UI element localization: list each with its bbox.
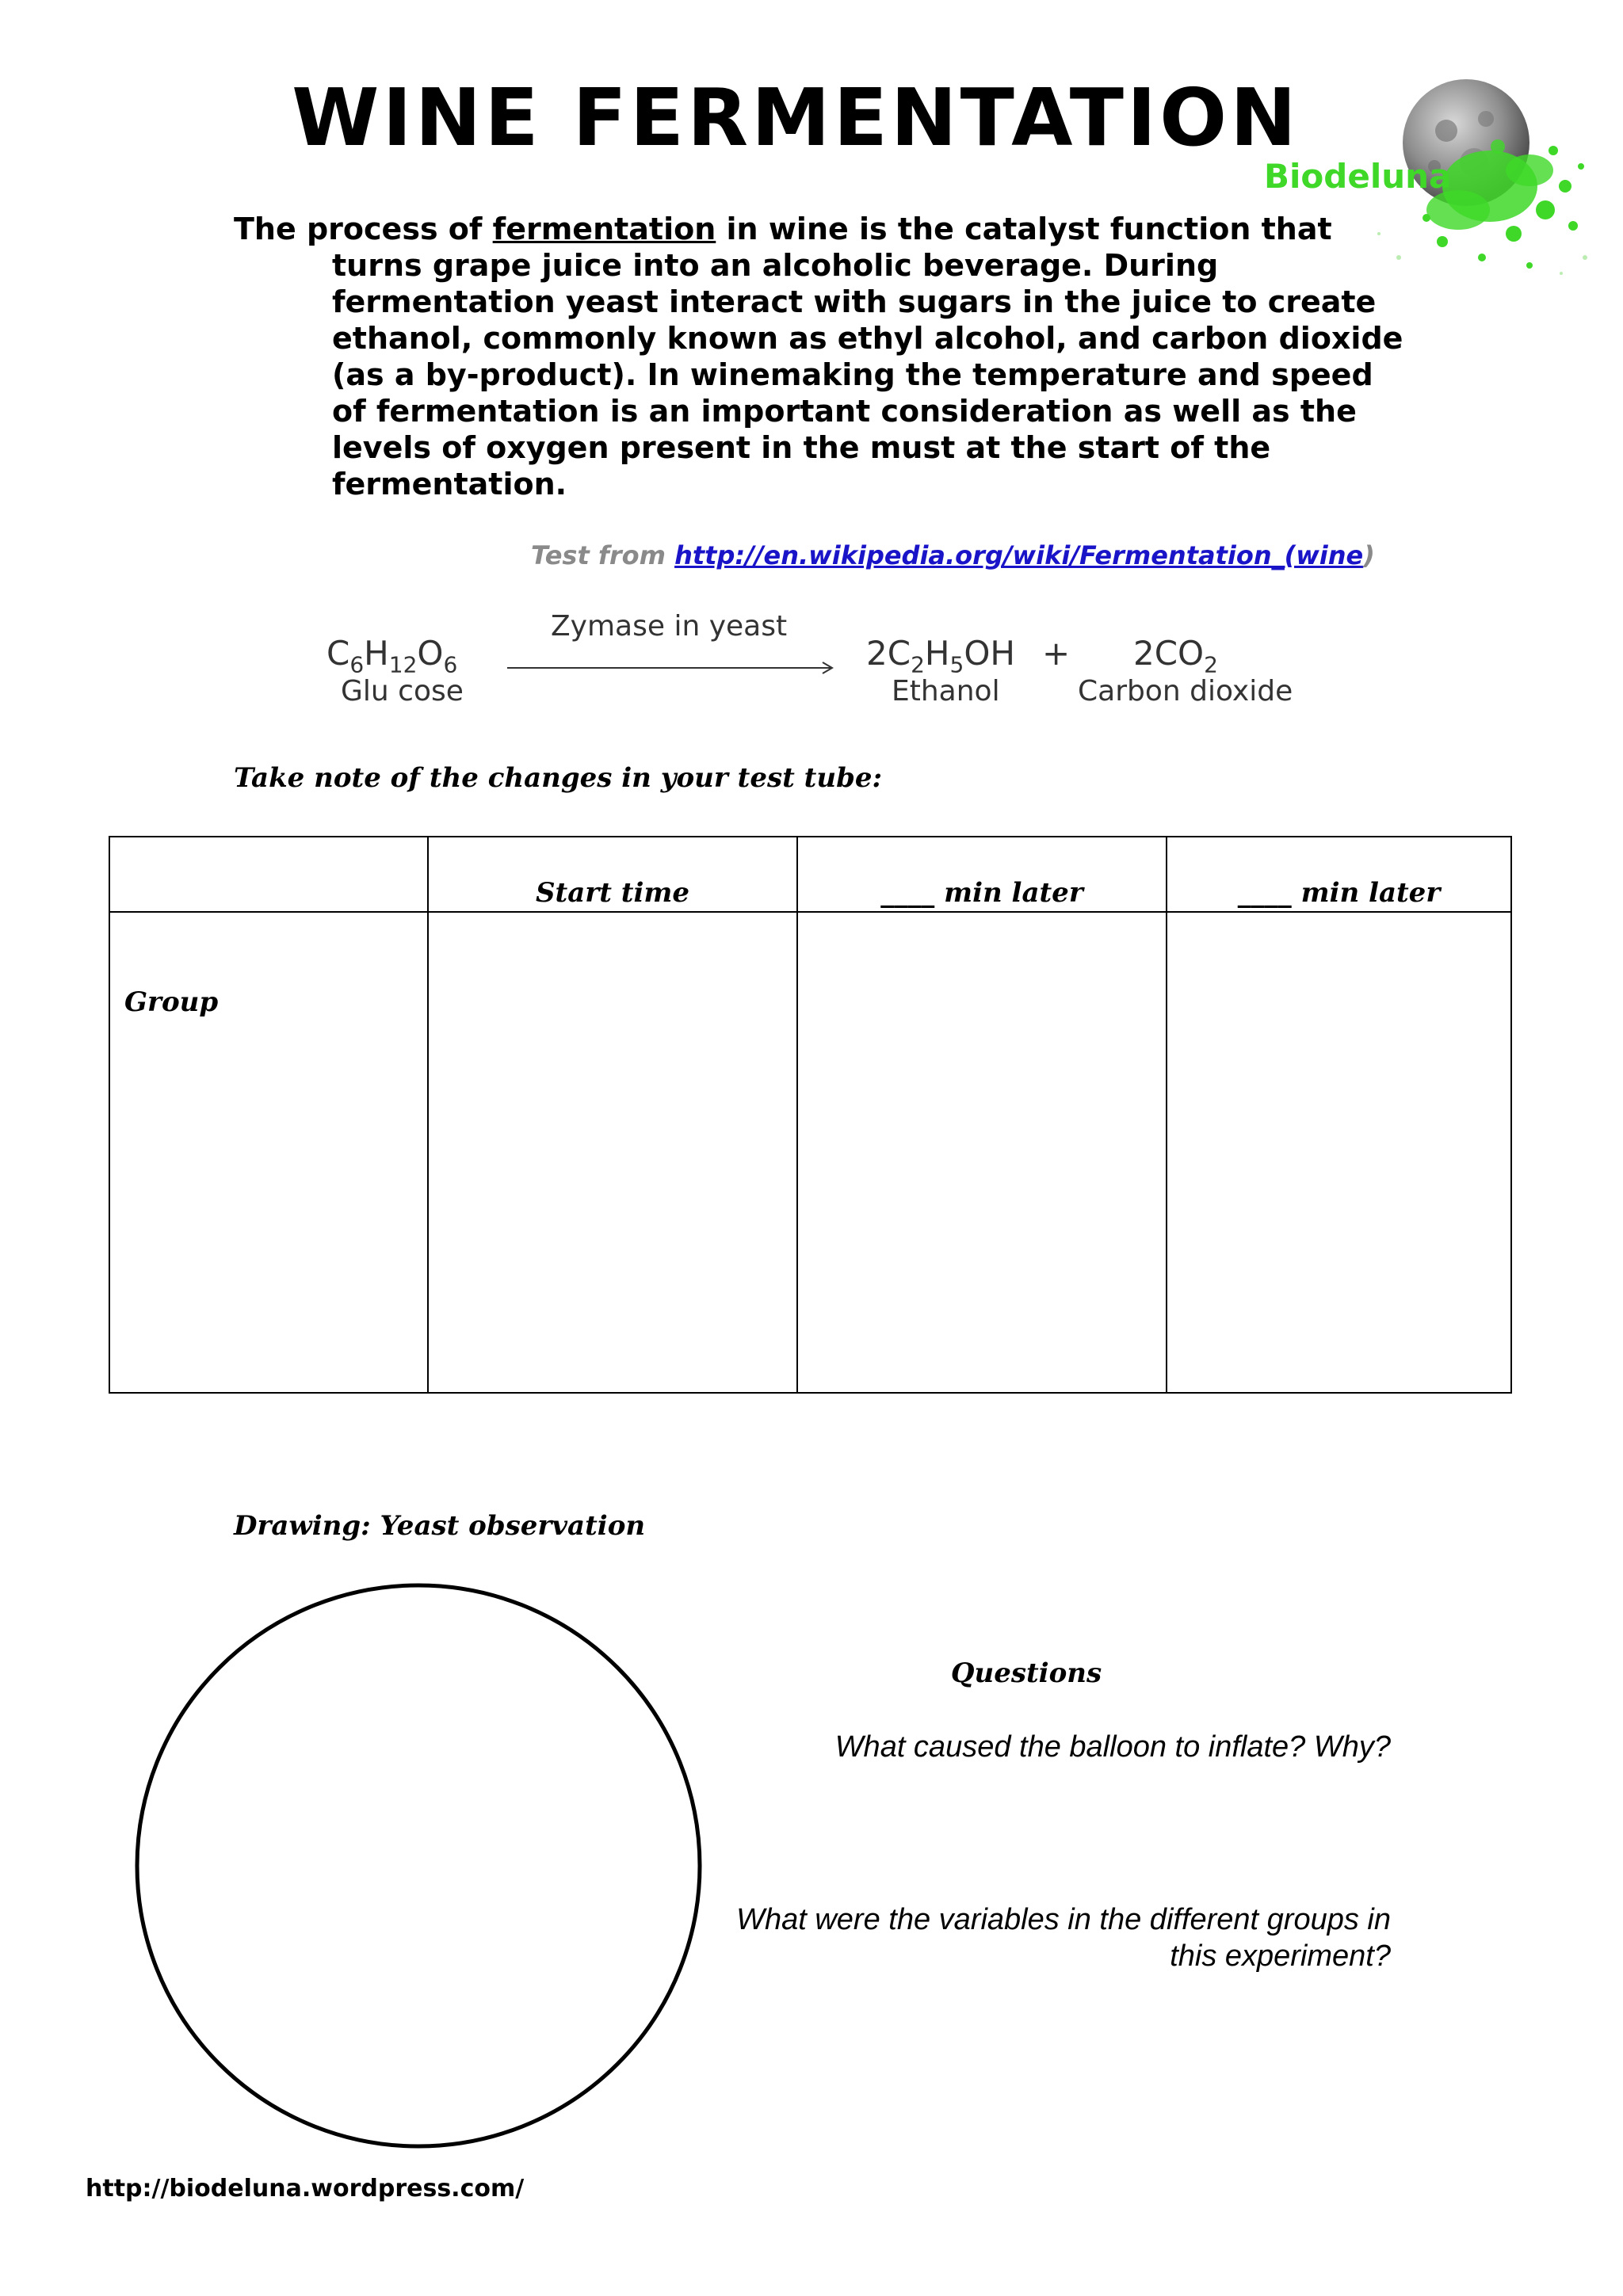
drawing-circle: [133, 1581, 704, 2150]
table-border-right: [1510, 836, 1512, 1394]
plus-sign: +: [1042, 634, 1071, 673]
catalyst-label: Zymase in yeast: [551, 610, 788, 643]
row-label-group: Group: [124, 986, 219, 1018]
source-suffix: ): [1363, 540, 1375, 570]
table-border-bottom: [109, 1392, 1512, 1394]
ethanol-label: Ethanol: [892, 675, 1000, 707]
page-title: WINE FERMENTATION: [292, 71, 1300, 164]
source-citation: [531, 540, 1375, 570]
questions-heading: Questions: [950, 1657, 1102, 1689]
table-border-top: [109, 836, 1512, 837]
footer-url[interactable]: http://biodeluna.wordpress.com/: [86, 2175, 525, 2203]
co2-label: Carbon dioxide: [1078, 675, 1293, 707]
table-col-divider-1: [427, 836, 429, 1394]
question-2: What were the variables in the different groups in this experiment?: [736, 1903, 1391, 1973]
table-border-left: [109, 836, 110, 1394]
table-header-divider: [109, 911, 1512, 913]
ethanol-formula: $2C_2H_5OH$: [866, 634, 1015, 678]
brand-name: Biodeluna: [1264, 157, 1452, 196]
glucose-label: Glu cose: [341, 675, 464, 707]
glucose-formula: $C_6H_{12}O_6$: [327, 634, 458, 678]
drawing-label: Drawing: Yeast observation: [234, 1510, 646, 1542]
header-start-time: Start time: [536, 877, 689, 909]
observation-table: [109, 836, 1512, 1394]
co2-formula: $2CO_2$: [1133, 634, 1218, 678]
fermentation-term: fermentation: [492, 212, 716, 246]
header-min-later-2: ____ min later: [1237, 877, 1441, 909]
wikipedia-link[interactable]: http://en.wikipedia.org/wiki/Fermentation_(wine: [674, 540, 1364, 570]
table-instruction: Take note of the changes in your test tube:: [234, 762, 883, 794]
intro-paragraph: [234, 211, 1407, 502]
reaction-arrow-icon: [507, 656, 840, 680]
intro-text-after: in wine is the catalyst function that turns grape juice into an alcoholic beverage. During fermentation yeast interact with sugars in the juice to create ethanol, commonly known as ethyl alcohol, and carbon dioxide (as a by-product). In winemaking the temperature and speed of fermentation is an important consideration as well as the levels of oxygen present in the must at the start of the fermentation.: [332, 212, 1403, 502]
header-min-later-1: ____ min later: [880, 877, 1083, 909]
fermentation-equation: [317, 610, 1347, 721]
table-col-divider-2: [796, 836, 798, 1394]
table-col-divider-3: [1166, 836, 1167, 1394]
intro-text-before: The process of: [234, 212, 493, 246]
question-1: What caused the balloon to inflate? Why?: [834, 1730, 1391, 1764]
source-prefix: Test from: [531, 540, 675, 570]
